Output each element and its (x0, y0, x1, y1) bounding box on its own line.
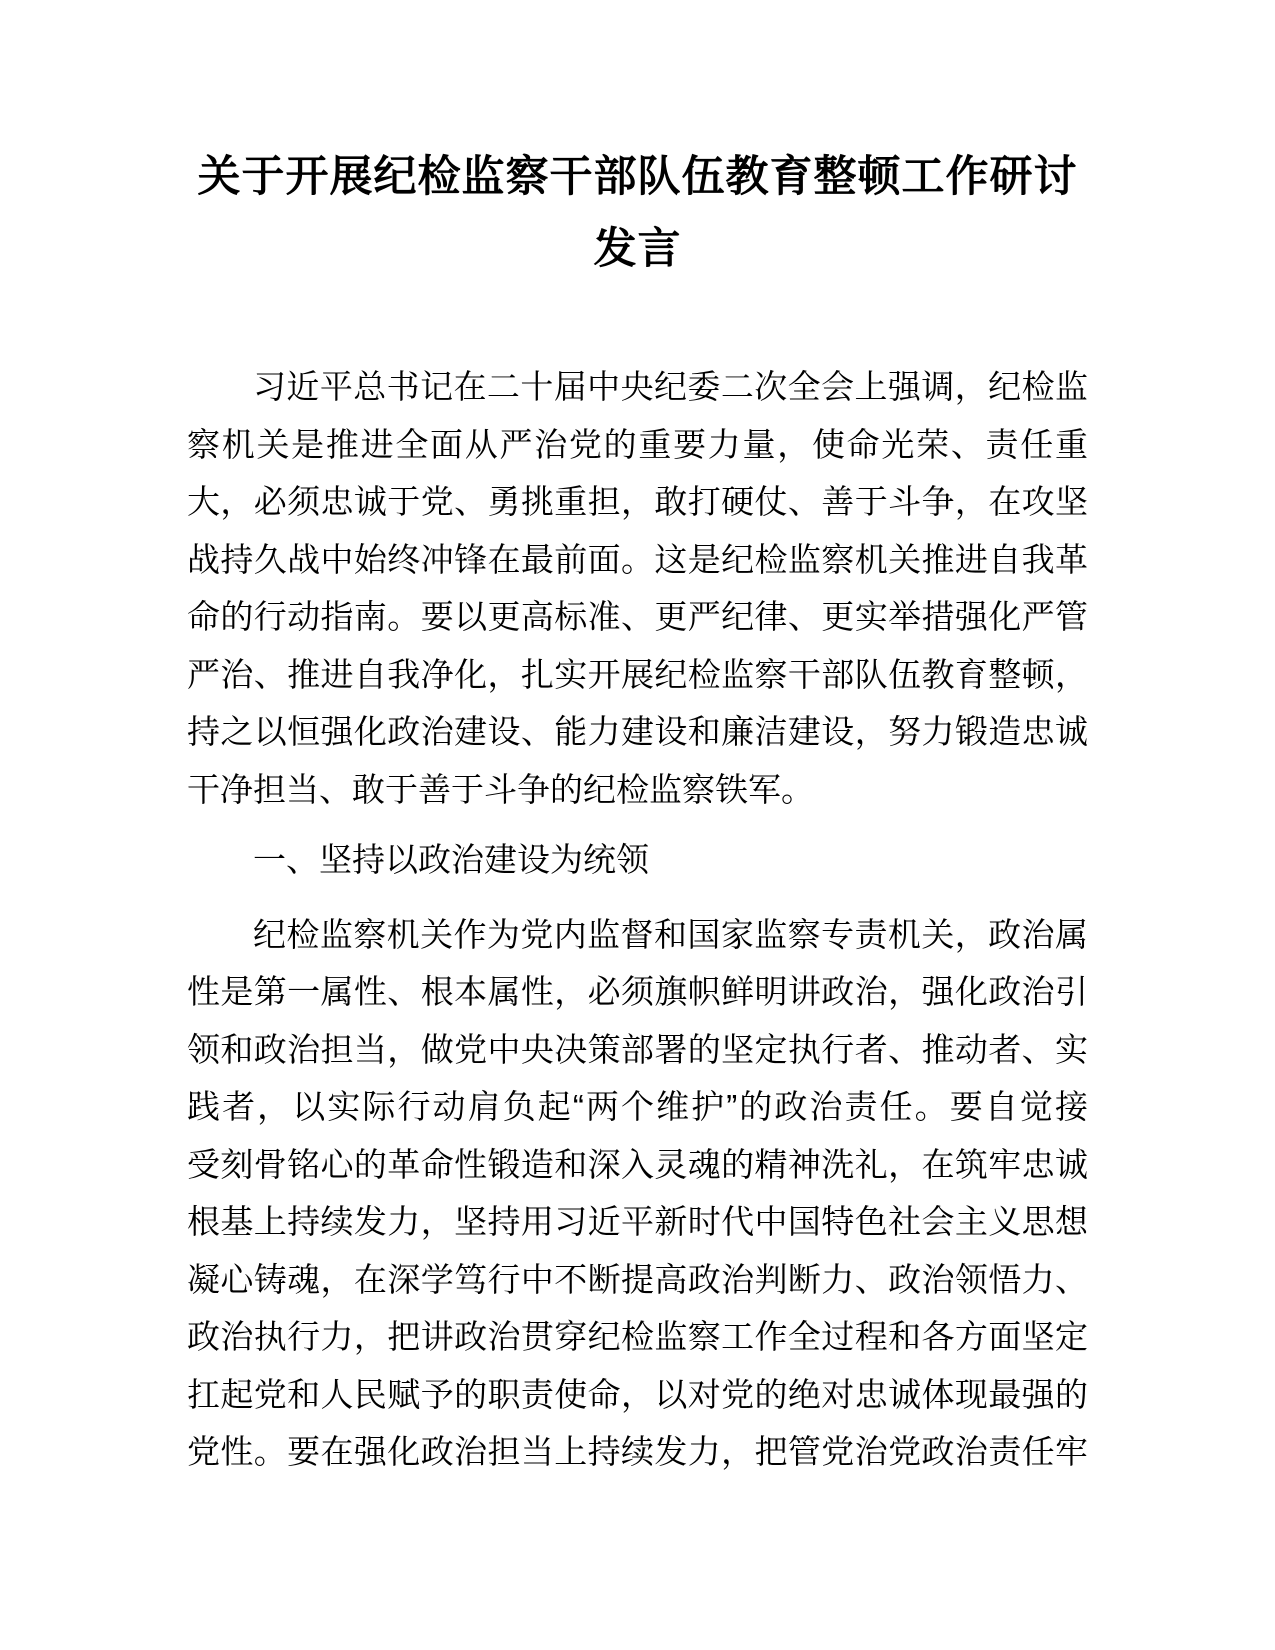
body-paragraph (187, 358, 1088, 818)
paragraph-line: 严治、推进自我净化，扎实开展纪检监察干部队伍教育整顿， (187, 655, 1088, 693)
paragraph-line: 大，必须忠诚于党、勇挑重担，敢打硬仗、善于斗争，在攻坚 (187, 483, 1088, 520)
paragraph-line: 战持久战中始终冲锋在最前面。这是纪检监察机关推进自我革 (187, 540, 1088, 578)
section-heading (187, 831, 1088, 889)
paragraph-line: 命的行动指南。要以更高标准、更严纪律、更实举措强化严管 (187, 598, 1088, 635)
paragraph-line: 扛起党和人民赋予的职责使命，以对党的绝对忠诚体现最强的 (187, 1375, 1088, 1413)
document-title-line-2: 发言 (593, 225, 682, 273)
paragraph-line: 持之以恒强化政治建设、能力建设和廉洁建设，努力锻造忠诚 (187, 713, 1088, 750)
paragraph-line: 党性。要在强化政治担当上持续发力，把管党治党政治责任牢 (187, 1433, 1088, 1470)
paragraph-line: 政治执行力，把讲政治贯穿纪检监察工作全过程和各方面坚定 (187, 1318, 1088, 1355)
paragraph-line: 察机关是推进全面从严治党的重要力量，使命光荣、责任重 (187, 425, 1088, 463)
paragraph-line: 受刻骨铭心的革命性锻造和深入灵魂的精神洗礼，在筑牢忠诚 (187, 1145, 1088, 1183)
paragraph-line: 践者，以实际行动肩负起“两个维护”的政治责任。要自觉接 (187, 1088, 1088, 1125)
document-title-line-1: 关于开展纪检监察干部队伍教育整顿工作研讨 (197, 153, 1078, 201)
paragraph-line: 习近平总书记在二十届中央纪委二次全会上强调，纪检监 (253, 368, 1088, 405)
heading-line: 一、坚持以政治建设为统领 (253, 841, 649, 878)
paragraph-line: 性是第一属性、根本属性，必须旗帜鲜明讲政治，强化政治引 (187, 973, 1088, 1010)
paragraph-line: 纪检监察机关作为党内监督和国家监察专责机关，政治属 (253, 915, 1088, 953)
paragraph-line: 干净担当、敢于善于斗争的纪检监察铁军。 (187, 770, 814, 808)
paragraph-line: 领和政治担当，做党中央决策部署的坚定执行者、推动者、实 (187, 1030, 1088, 1068)
body-paragraph (187, 906, 1088, 1481)
document-body (187, 358, 1088, 1481)
paragraph-line: 根基上持续发力，坚持用习近平新时代中国特色社会主义思想 (187, 1203, 1088, 1240)
paragraph-line: 凝心铸魂，在深学笃行中不断提高政治判断力、政治领悟力、 (187, 1260, 1088, 1298)
document-title (187, 141, 1088, 285)
